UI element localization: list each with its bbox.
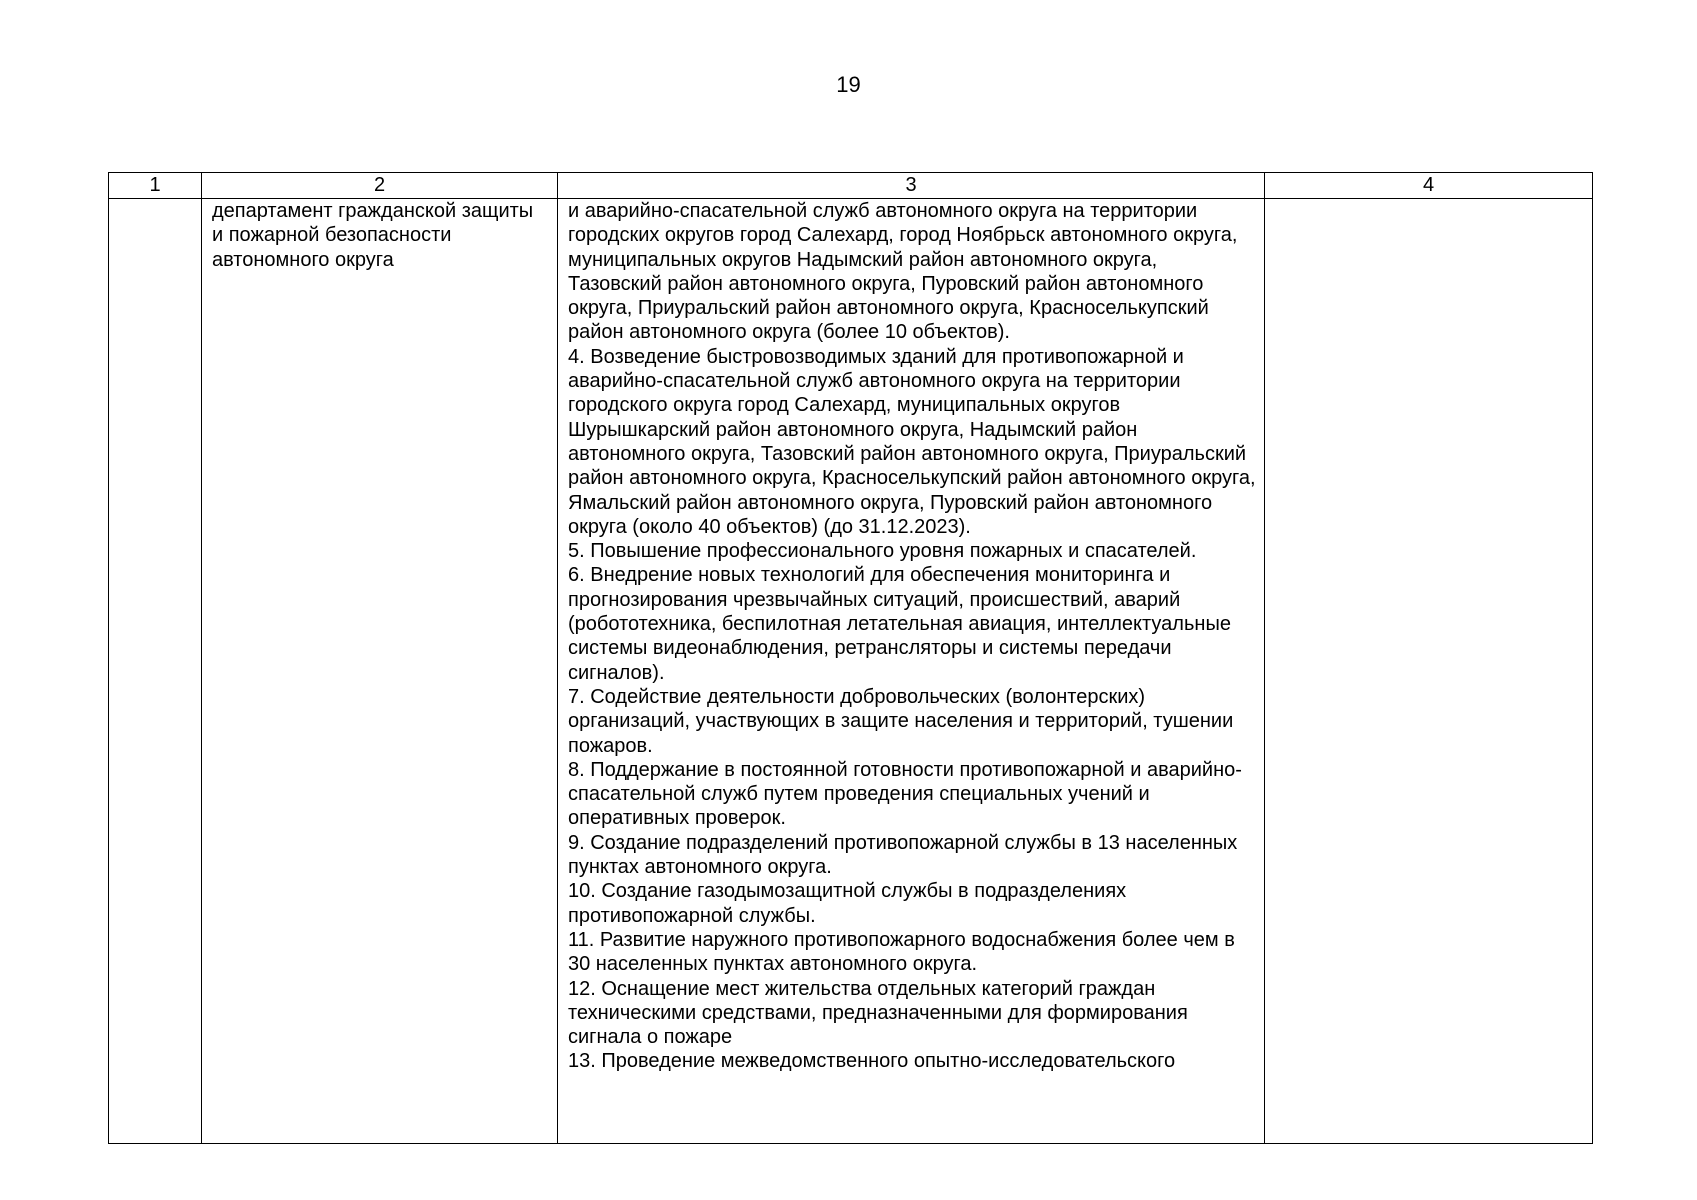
cell-col4: [1265, 199, 1593, 1144]
measure-item: 12. Оснащение мест жительства отдельных категорий граждан техническими средствами, предназначенными для формирования сигнала о пожаре: [568, 977, 1188, 1049]
cell-col1: [109, 199, 202, 1144]
measure-item: 4. Возведение быстровозводимых зданий для противопожарной и аварийно-спасательной служб автономного округа на территории городского округа город Салехард, муниципальных округов Шурышкарский район автономного округа, Надымский район автономного округа, Тазовский район автономного округа, Приуральский район автономного округа, Красноселькупский район автономного округа, Ямальский район автономного округа, Пуровский район автономного округа (около 40 объектов) (до 31.12.2023).: [568, 345, 1256, 538]
cell-responsible-department: департамент гражданской защиты и пожарной безопасности автономного округа: [202, 199, 558, 1144]
measure-item: 6. Внедрение новых технологий для обеспечения мониторинга и прогнозирования чрезвычайных ситуаций, происшествий, аварий (робототехника, беспилотная летательная авиация, интеллектуальные системы видеонаблюдения, ретрансляторы и системы передачи сигналов).: [568, 564, 1231, 684]
table-header-row: [109, 173, 1593, 199]
column-header-4: 4: [1265, 173, 1593, 199]
measure-item: 5. Повышение профессионального уровня пожарных и спасателей.: [568, 540, 1197, 563]
column-header-1: 1: [109, 173, 202, 199]
measure-item: 7. Содействие деятельности добровольческих (волонтерских) организаций, участвующих в защите населения и территорий, тушении пожаров.: [568, 685, 1234, 757]
cell-measures: [558, 199, 1265, 1144]
measure-item: 9. Создание подразделений противопожарной службы в 13 населенных пунктах автономного округа.: [568, 831, 1238, 879]
table-row: [109, 199, 1593, 1144]
page-number: 19: [836, 72, 861, 97]
measure-item: 8. Поддержание в постоянной готовности противопожарной и аварийно-спасательной служб путем проведения специальных учений и оперативных проверок.: [568, 758, 1242, 830]
column-header-3: 3: [558, 173, 1265, 199]
measure-item: 10. Создание газодымозащитной службы в подразделениях противопожарной службы.: [568, 880, 1127, 927]
column-header-2: 2: [202, 173, 558, 199]
document-table: [108, 172, 1593, 1144]
measure-item: и аварийно-спасательной служб автономного округа на территории городских округов город Салехард, город Ноябрьск автономного округа, муниципальных округов Надымский район автономного округа, Тазовский район автономного округа, Пуровский район автономного округа, Приуральский район автономного округа, Красноселькупский район автономного округа (более 10 объектов).: [568, 200, 1238, 344]
measure-item: 13. Проведение межведомственного опытно-исследовательского: [568, 1050, 1176, 1073]
measure-item: 11. Развитие наружного противопожарного водоснабжения более чем в 30 населенных пунктах автономного округа.: [568, 928, 1235, 976]
